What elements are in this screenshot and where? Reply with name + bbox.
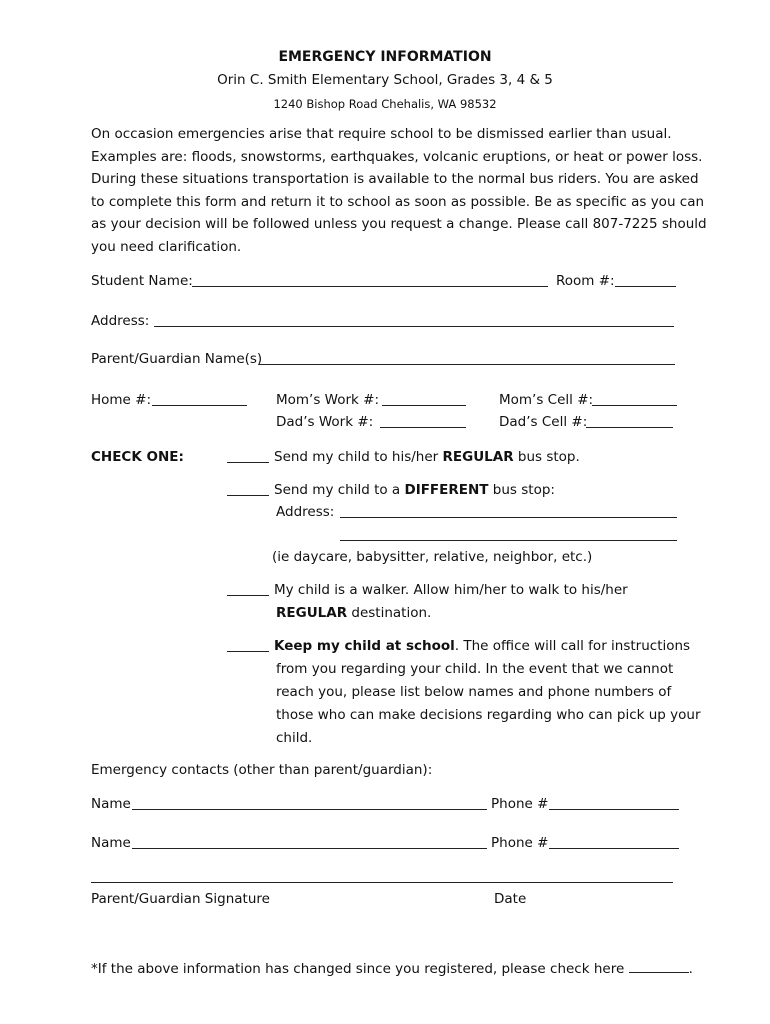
option-regular-bus: Send my child to his/her REGULAR bus stop. (274, 449, 580, 465)
contact-2-phone-field[interactable] (549, 834, 679, 849)
contact-2-name-label: Name (91, 835, 131, 851)
option-keep-line: reach you, please list below names and phone numbers of (276, 684, 672, 700)
check-different-bus-blank[interactable] (227, 481, 269, 496)
different-bus-address-field[interactable] (340, 503, 677, 518)
intro-line: to complete this form and return it to school as soon as possible. Be as specific as you can (91, 193, 705, 210)
option-keep-line: those who can make decisions regarding who can pick up your (276, 707, 701, 723)
different-bus-address-field-2[interactable] (340, 526, 677, 541)
home-phone-field[interactable] (152, 391, 247, 406)
dads-cell-field[interactable] (586, 413, 673, 428)
contact-1-phone-label: Phone # (491, 796, 549, 812)
school-name: Orin C. Smith Elementary School, Grades 3, 4 & 5 (217, 72, 553, 88)
check-keep-at-school-blank[interactable] (227, 637, 269, 652)
check-regular-bus-blank[interactable] (227, 448, 269, 463)
room-label: Room #: (556, 273, 615, 289)
contact-1-name-field[interactable] (132, 795, 487, 810)
intro-line: On occasion emergencies arise that require school to be dismissed earlier than usual. (91, 126, 672, 142)
option-walker-line-2: REGULAR destination. (276, 605, 432, 621)
form-title: EMERGENCY INFORMATION (278, 49, 492, 65)
contact-2-name-field[interactable] (132, 834, 487, 849)
school-address: 1240 Bishop Road Chehalis, WA 98532 (273, 97, 497, 111)
moms-cell-field[interactable] (592, 391, 677, 406)
parent-names-field[interactable] (259, 350, 675, 365)
intro-line: you need clarification. (91, 238, 242, 255)
intro-line: During these situations transportation is available to the normal bus riders. You are asked (91, 171, 699, 188)
check-one-label: CHECK ONE: (91, 449, 184, 465)
parent-names-label: Parent/Guardian Name(s) (91, 351, 263, 367)
option-keep-line: from you regarding your child. In the event that we cannot (276, 661, 674, 677)
student-name-field[interactable] (192, 272, 548, 287)
moms-work-label: Mom’s Work #: (276, 392, 380, 408)
option-keep-at-school: Keep my child at school. The office will call for instructions (274, 638, 691, 654)
changed-info-check-field[interactable] (629, 958, 689, 973)
intro-paragraph (91, 123, 707, 259)
changed-info-note: *If the above information has changed since you registered, please check here . (91, 958, 693, 978)
contact-2-phone-label: Phone # (491, 835, 549, 851)
home-phone-label: Home #: (91, 392, 152, 408)
student-name-label: Student Name: (91, 273, 193, 289)
option-walker: My child is a walker. Allow him/her to walk to his/her (274, 582, 628, 598)
signature-label: Parent/Guardian Signature (91, 891, 270, 907)
signature-line[interactable] (91, 868, 673, 883)
dads-cell-label: Dad’s Cell #: (499, 414, 588, 430)
option-different-bus: Send my child to a DIFFERENT bus stop: (274, 482, 555, 498)
address-field[interactable] (154, 312, 674, 327)
address-label: Address: (91, 313, 150, 329)
different-bus-note: (ie daycare, babysitter, relative, neighbor, etc.) (272, 549, 593, 565)
emergency-contacts-heading: Emergency contacts (other than parent/guardian): (91, 762, 433, 778)
option-keep-line: child. (276, 730, 313, 746)
room-field[interactable] (615, 272, 676, 287)
contact-1-phone-field[interactable] (549, 795, 679, 810)
dads-work-label: Dad’s Work #: (276, 414, 374, 430)
check-walker-blank[interactable] (227, 581, 269, 596)
different-bus-address-label: Address: (276, 504, 335, 520)
moms-cell-label: Mom’s Cell #: (499, 392, 594, 408)
intro-line: Examples are: floods, snowstorms, earthquakes, volcanic eruptions, or heat or power loss. (91, 148, 703, 165)
intro-line: as your decision will be followed unless you request a change. Please call 807-7225 should (91, 216, 707, 233)
contact-1-name-label: Name (91, 796, 131, 812)
moms-work-field[interactable] (382, 391, 466, 406)
date-label: Date (494, 891, 527, 907)
dads-work-field[interactable] (380, 413, 466, 428)
